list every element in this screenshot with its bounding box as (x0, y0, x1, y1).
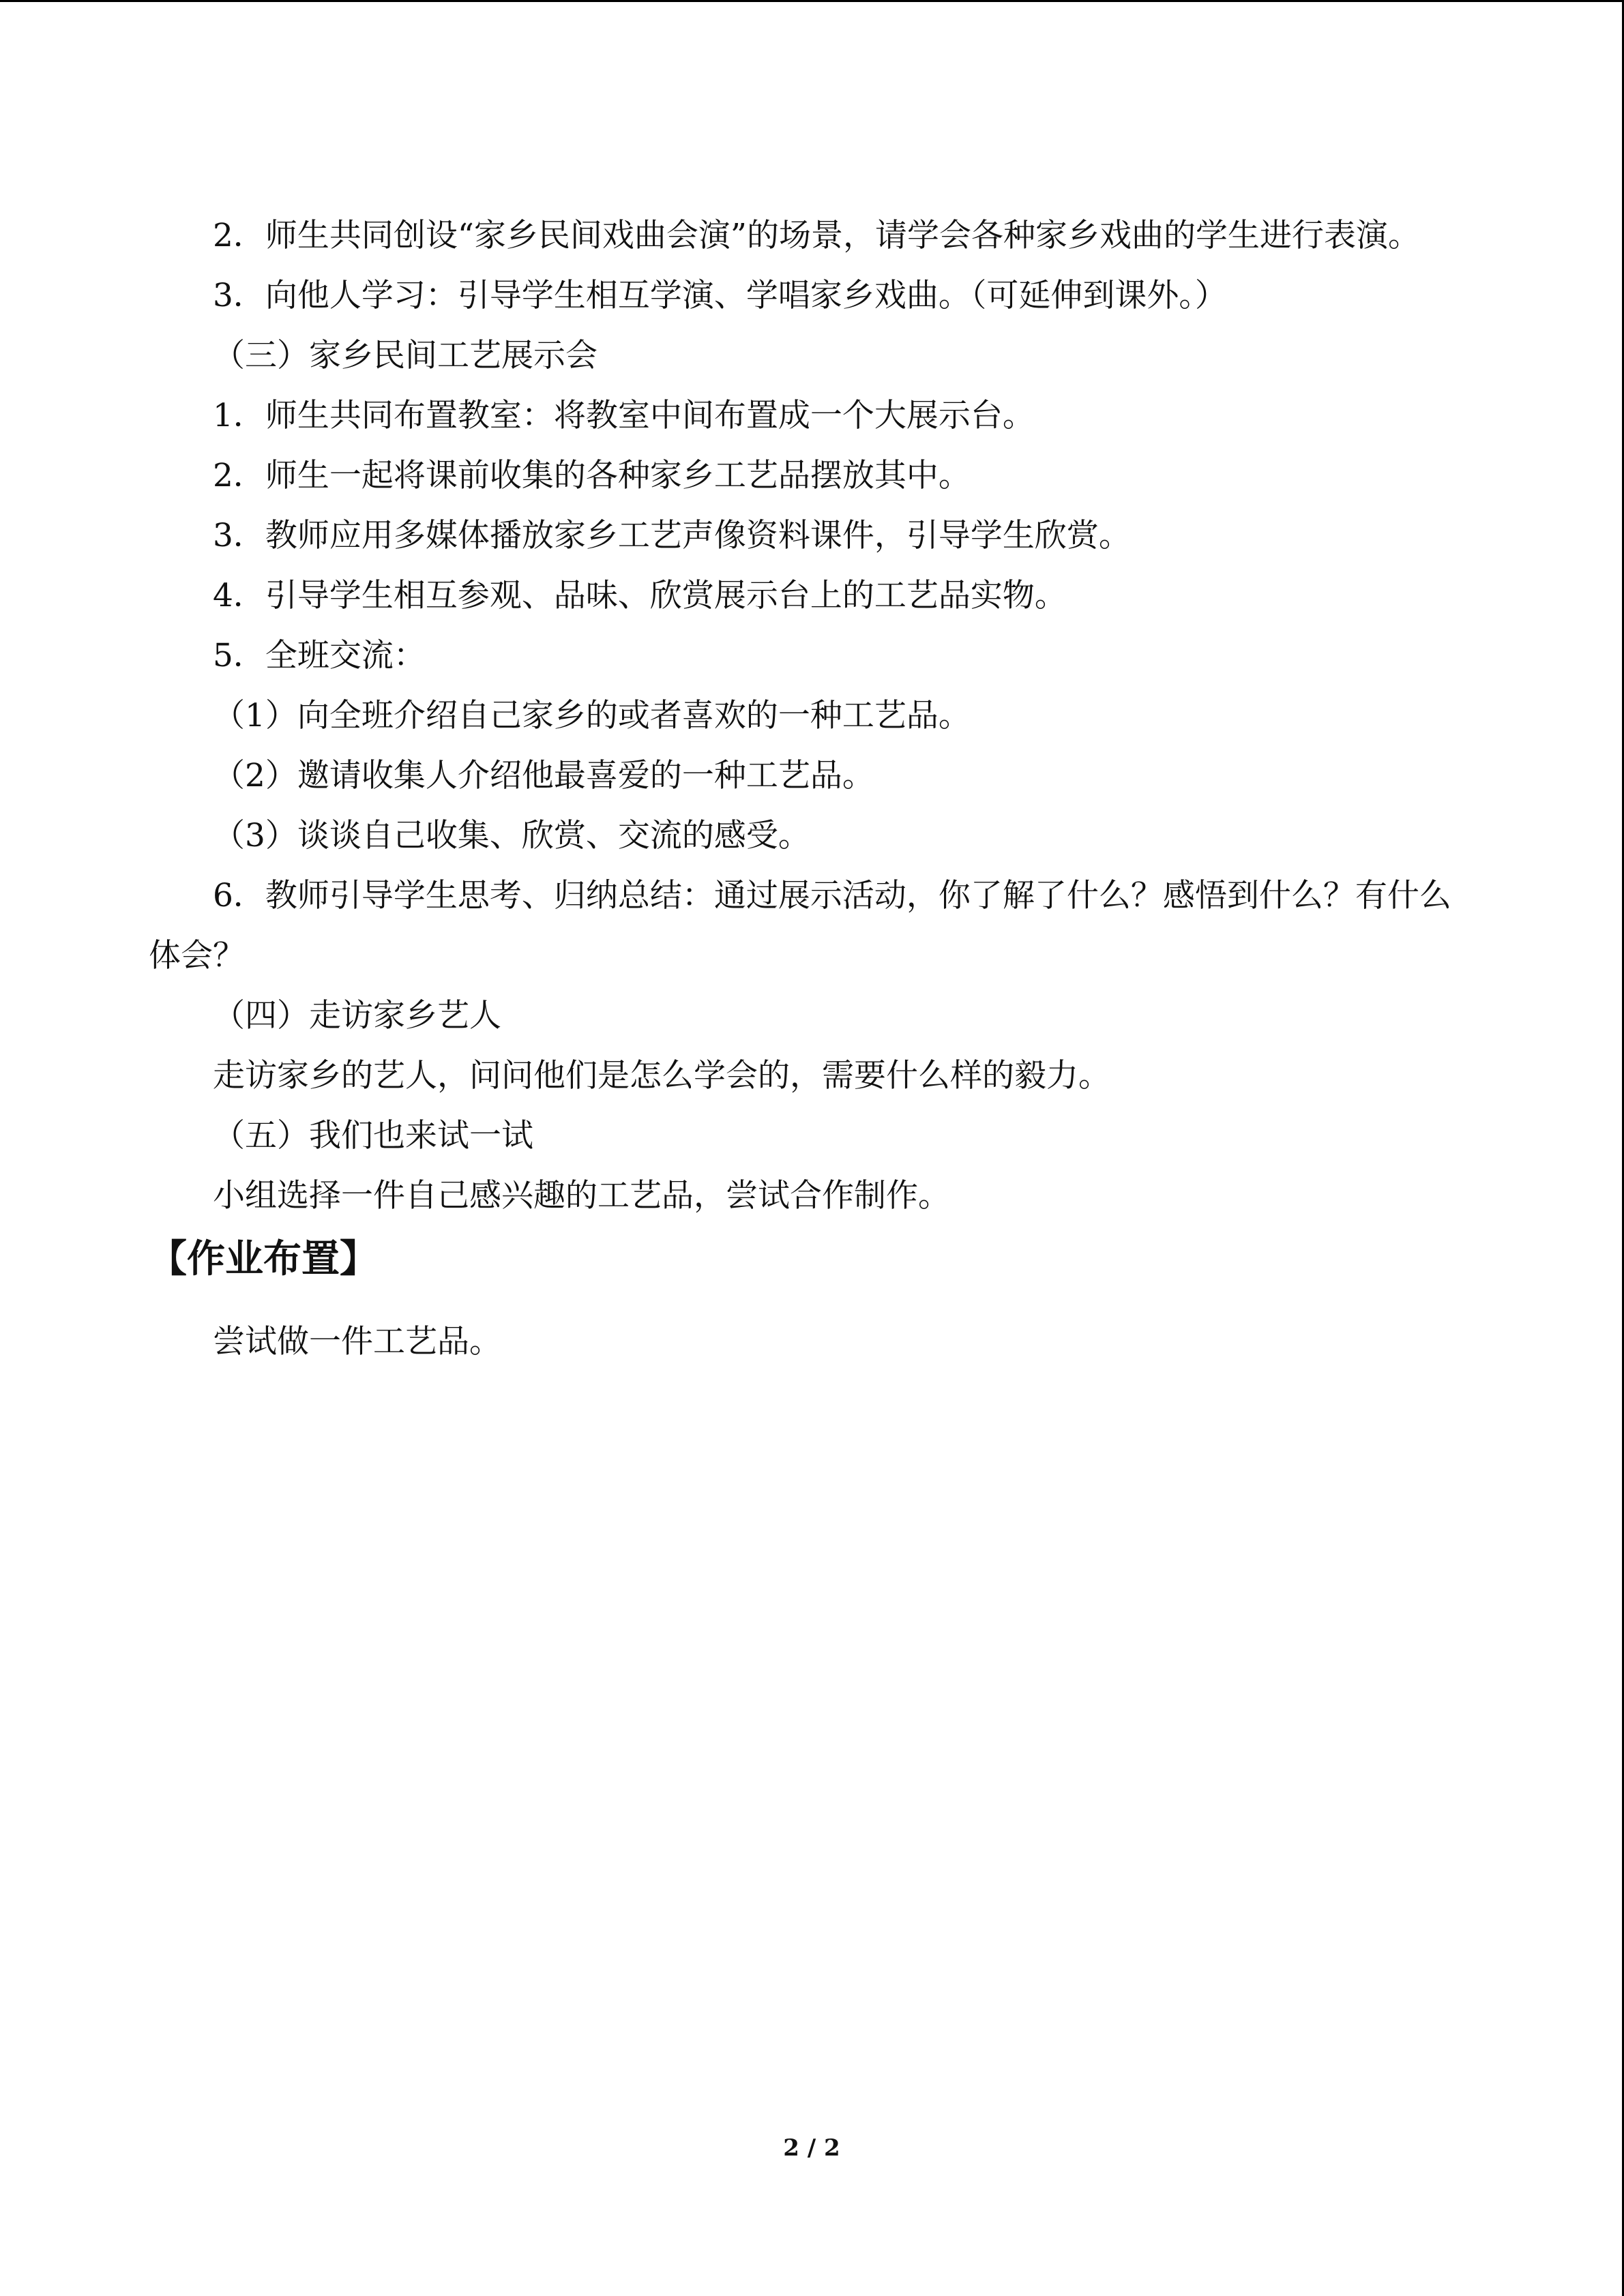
section-heading-3: （三）家乡民间工艺展示会 (213, 337, 597, 374)
paragraph-12: 6．教师引导学生思考、归纳总结：通过展示活动，你了解了什么？感悟到什么？有什么 (213, 877, 1451, 914)
paragraph-9: （1）向全班介绍自己家乡的或者喜欢的一种工艺品。 (213, 697, 971, 734)
paragraph-1: 2．师生共同创设“家乡民间戏曲会演”的场景，请学会各种家乡戏曲的学生进行表演。 (213, 217, 1420, 254)
page-number: 2 / 2 (783, 2134, 840, 2162)
homework-heading: 【作业布置】 (149, 1237, 378, 1281)
paragraph-12-continuation: 体会？ (149, 937, 245, 974)
paragraph-10: （2）邀请收集人介绍他最喜爱的一种工艺品。 (213, 757, 874, 794)
homework-text: 尝试做一件工艺品。 (213, 1323, 501, 1360)
paragraph-16: 小组选择一件自己感兴趣的工艺品，尝试合作制作。 (213, 1177, 950, 1214)
paragraph-4: 1．师生共同布置教室：将教室中间布置成一个大展示台。 (213, 397, 1035, 434)
paragraph-5: 2．师生一起将课前收集的各种家乡工艺品摆放其中。 (213, 457, 971, 494)
paragraph-14: 走访家乡的艺人，问问他们是怎么学会的，需要什么样的毅力。 (213, 1057, 1110, 1094)
section-heading-5: （五）我们也来试一试 (213, 1117, 533, 1154)
section-heading-4: （四）走访家乡艺人 (213, 997, 501, 1034)
paragraph-7: 4．引导学生相互参观、品味、欣赏展示台上的工艺品实物。 (213, 577, 1067, 614)
paragraph-8: 5．全班交流： (213, 637, 426, 674)
paragraph-6: 3．教师应用多媒体播放家乡工艺声像资料课件，引导学生欣赏。 (213, 517, 1131, 554)
paragraph-11: （3）谈谈自己收集、欣赏、交流的感受。 (213, 817, 810, 854)
paragraph-2: 3．向他人学习：引导学生相互学演、学唱家乡戏曲。（可延伸到课外。） (213, 277, 1227, 314)
